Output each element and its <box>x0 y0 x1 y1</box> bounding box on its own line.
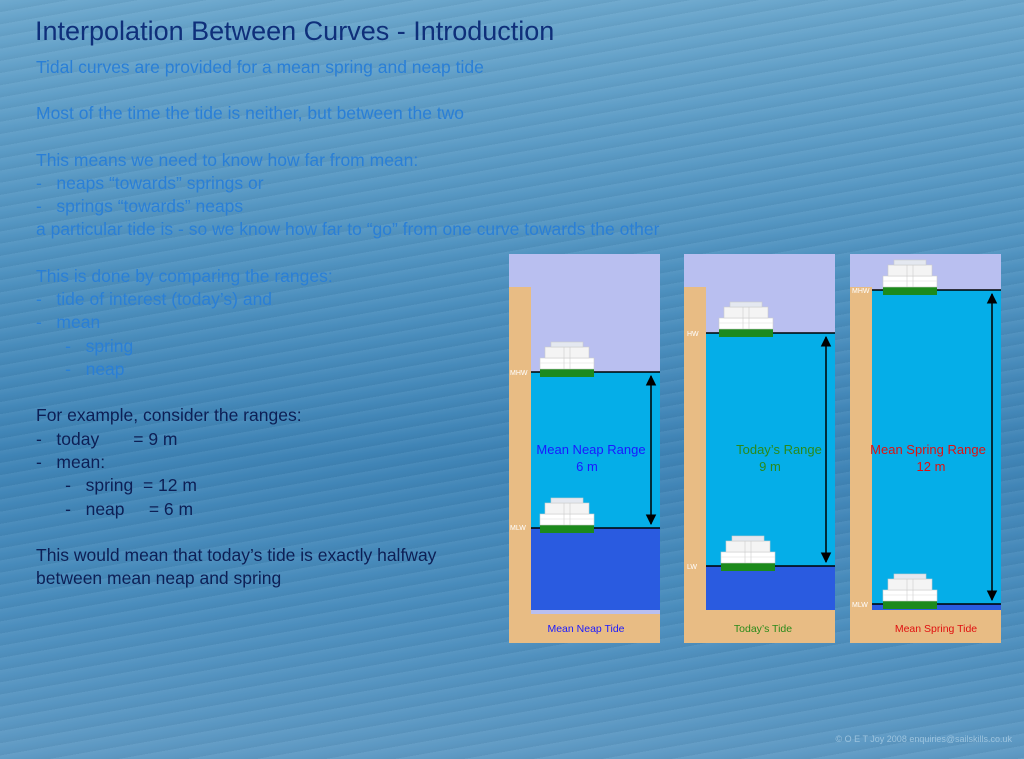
compare-sub-1: - spring <box>36 336 134 356</box>
compare-bullet-1: - tide of interest (today’s) and <box>36 289 273 309</box>
conclusion-line-1: This would mean that today’s tide is exactly halfway <box>36 545 437 565</box>
panel-today-footer: Today’s Tide <box>733 623 793 635</box>
panel-today-low-label: LW <box>687 564 697 571</box>
panel-neap <box>509 254 660 643</box>
panel-spring-high-label: MHW <box>852 288 870 295</box>
boat-icon <box>883 574 937 609</box>
compare-bullet-2: - mean <box>36 312 101 332</box>
example-mean: - mean: <box>36 452 106 472</box>
example-spring: - spring = 12 m <box>36 475 197 495</box>
boat-icon <box>540 498 594 533</box>
panel-spring-range-name: Mean Spring Range <box>870 442 986 457</box>
example-neap: - neap = 6 m <box>36 499 194 519</box>
panel-neap-range-name: Mean Neap Range <box>536 442 646 457</box>
panel-today-range-name: Today’s Range <box>736 442 822 457</box>
panel-neap-high-label: MHW <box>510 370 528 377</box>
compare-sub-2: - neap <box>36 359 125 379</box>
boat-icon <box>883 260 937 295</box>
conclusion-line-2: between mean neap and spring <box>36 568 282 588</box>
panel-today-range-value: 9 m <box>759 459 781 474</box>
panel-neap-footer: Mean Neap Tide <box>547 623 625 635</box>
boat-icon <box>719 302 773 337</box>
intro-bullet-2: - springs “towards” neaps <box>36 196 244 216</box>
intro-line-2: Most of the time the tide is neither, but between the two <box>36 103 465 123</box>
page-title: Interpolation Between Curves - Introduction <box>35 16 555 46</box>
panel-neap-range-value: 6 m <box>576 459 598 474</box>
intro-line-3: This means we need to know how far from mean: <box>36 150 419 170</box>
boat-icon <box>540 342 594 377</box>
panel-today-high-label: HW <box>687 331 699 338</box>
example-today: - today = 9 m <box>36 429 178 449</box>
panel-today <box>684 254 835 643</box>
panel-spring-footer: Mean Spring Tide <box>894 623 978 635</box>
copyright-notice: © O E T Joy 2008 enquiries@sailskills.co.uk <box>835 734 1012 744</box>
example-line: For example, consider the ranges: <box>36 405 302 425</box>
intro-line-4: a particular tide is - so we know how far to “go” from one curve towards the other <box>36 219 660 239</box>
panel-spring-range-value: 12 m <box>916 459 946 474</box>
compare-line: This is done by comparing the ranges: <box>36 266 333 286</box>
panel-spring <box>850 254 1001 643</box>
boat-icon <box>721 536 775 571</box>
intro-bullet-1: - neaps “towards” springs or <box>36 173 264 193</box>
panel-spring-low-label: MLW <box>852 602 868 609</box>
panel-neap-low-label: MLW <box>510 525 526 532</box>
intro-line-1: Tidal curves are provided for a mean spring and neap tide <box>36 57 484 77</box>
